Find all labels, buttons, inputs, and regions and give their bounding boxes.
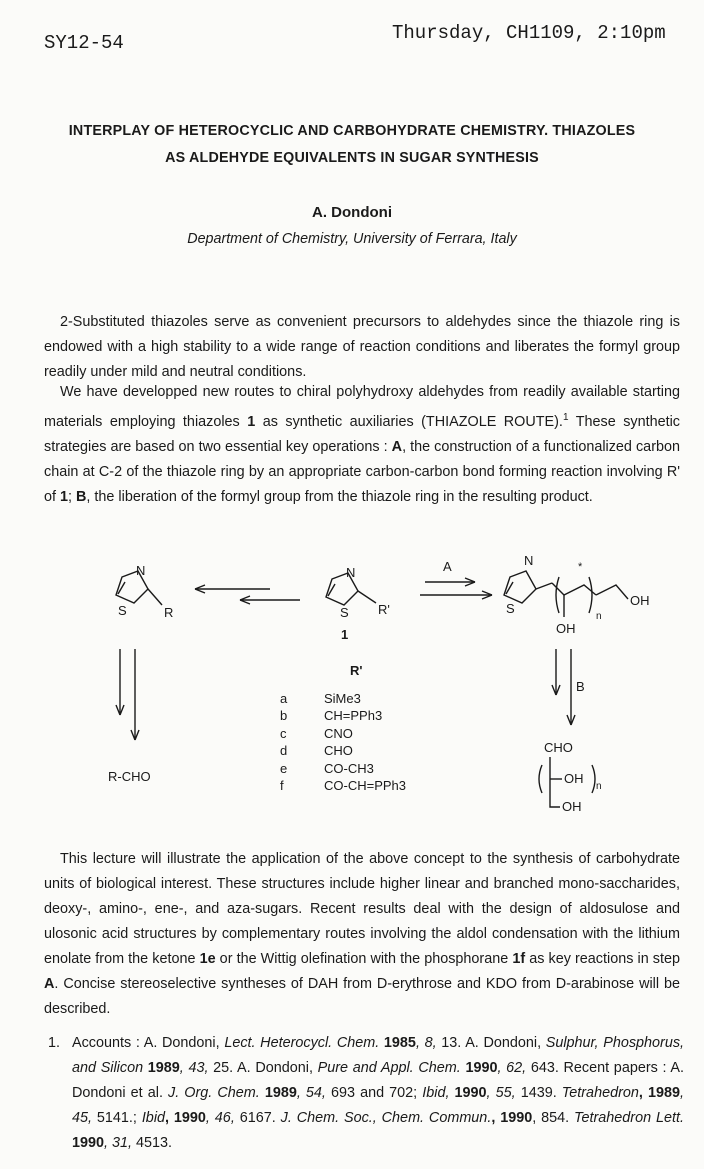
reaction-scheme xyxy=(60,545,700,825)
atom-n-right: N xyxy=(524,553,534,568)
aldehyde-rcho: R-CHO xyxy=(108,769,151,784)
atom-s-middle: S xyxy=(340,605,349,620)
hydroxyl-terminal: OH xyxy=(630,593,650,608)
legend-row: f CO-CH=PPh3 xyxy=(280,778,406,793)
legend-row: a SiMe3 xyxy=(280,690,361,706)
sugar-bracket-right xyxy=(592,765,595,793)
stereocenter-star: * xyxy=(578,561,583,573)
paragraph-lecture: This lecture will illustrate the application of the above concept to the synthesis of carbohydrate units of biological interest. These structures include higher linear and branched mono-saccharides, deoxy-, amino-, ene-, and aza-sugars. Recent results deal with the design of aldosulose and ulosonic acid structures by complementary routes involving the aldol condensation with the lithium enolate from the ketone 1e or the Wittig olefination with the phosphorane 1f as key reactions in step A. Concise stereoselective syntheses of DAH from D-erythrose and KDO from D-arabinose will be described. xyxy=(44,851,680,1017)
step-b-label: B xyxy=(576,679,585,694)
author: A. Dondoni xyxy=(312,204,392,221)
thiazole-middle-bond-r xyxy=(358,591,376,603)
legend-header: R' xyxy=(350,663,363,678)
sugar-bracket-left xyxy=(539,765,542,793)
legend-row: c CNO xyxy=(280,725,353,741)
substituent-r-prime: R' xyxy=(378,602,390,617)
step-a-label: A xyxy=(443,559,452,574)
session-code: SY12-54 xyxy=(44,32,124,54)
atom-s-left: S xyxy=(118,603,127,618)
atom-n-middle: N xyxy=(346,565,356,580)
session-time: Thursday, CH1109, 2:10pm xyxy=(392,22,666,44)
paper-title-line-2: AS ALDEHYDE EQUIVALENTS IN SUGAR SYNTHESIS xyxy=(165,150,539,166)
product-cho: CHO xyxy=(544,740,573,755)
product-subscript-n: n xyxy=(596,781,602,792)
bracket-left xyxy=(556,577,559,613)
atom-n-left: N xyxy=(136,563,146,578)
chain xyxy=(552,583,596,595)
paragraph-strategy: We have developped new routes to chiral polyhydroxy aldehydes from readily available starting materials employing thiazoles 1 as synthetic auxiliaries (THIAZOLE ROUTE).$^1$ These synthetic strategies are based on two essential key operations : A, the construction of a functionalized carbon chain at C-2 of the thiazole ring by an appropriate carbon-carbon bond forming reaction involving R' of 1; B, the liberation of the formyl group from the thiazole ring in the resulting product. xyxy=(44,384,680,505)
substituent-r: R xyxy=(164,605,174,620)
subscript-n: n xyxy=(596,611,602,622)
product-oh-terminal: OH xyxy=(562,799,582,814)
paragraph-intro: 2-Substituted thiazoles serve as convenient precursors to aldehydes since the thiazole ring is endowed with a high stability to a wide range of reaction conditions and liberates the formyl group readily under mild and neutral conditions. xyxy=(44,314,680,380)
thiazole-left-bond-r xyxy=(148,589,162,605)
bracket-right xyxy=(589,577,592,613)
paper-title-line-1: INTERPLAY OF HETEROCYCLIC AND CARBOHYDRATE CHEMISTRY. THIAZOLES xyxy=(68,123,636,139)
product-oh-repeat: OH xyxy=(564,771,584,786)
thiazole-right-ring xyxy=(504,571,536,603)
sugar-backbone xyxy=(550,757,560,807)
compound-number: 1 xyxy=(341,627,349,642)
legend-row: d CHO xyxy=(280,743,353,758)
substituent-legend xyxy=(280,663,406,796)
affiliation: Department of Chemistry, University of Ferrara, Italy xyxy=(187,231,517,247)
atom-s-right: S xyxy=(506,601,515,616)
reference-text: Accounts : A. Dondoni, Lect. Heterocycl. Chem. 1985, 8, 13. A. Dondoni, Sulphur, Phosphorus, and Silicon 1989, 43, 25. A. Dondoni, Pure and Appl. Chem. 1990, 62, 643. Recent papers : A. Dondoni et al. J. Org. Chem. 1989, 54, 693 and 702; Ibid, 1990, 55, 1439. Tetrahedron, 1989, 45, 5141.; Ibid, 1990, 46, 6167. J. Chem. Soc., Chem. Commun., 1990, 854. Tetrahedron Lett. 1990, 31, 4513. xyxy=(72,1035,685,1151)
legend-row: e CO-CH3 xyxy=(280,760,374,776)
legend-row: b CH=PPh3 xyxy=(280,708,383,723)
hydroxyl-chain: OH xyxy=(556,621,576,636)
reference-number: 1. xyxy=(48,1035,61,1051)
